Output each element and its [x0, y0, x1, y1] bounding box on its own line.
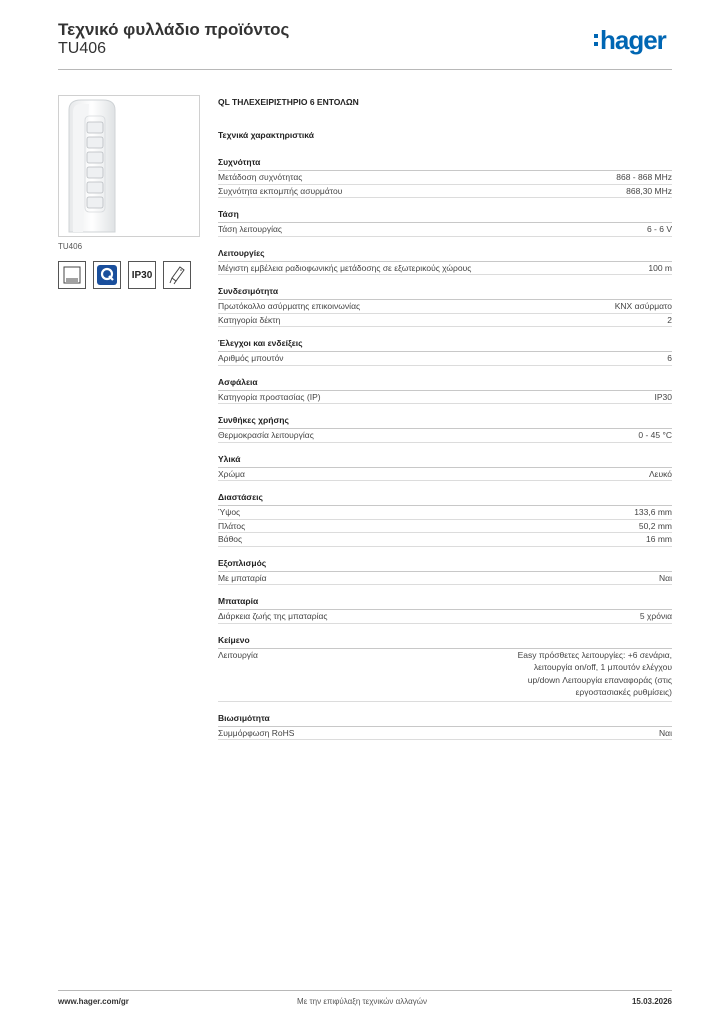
spec-value: 50,2 mm — [638, 520, 672, 531]
spec-value: 2 — [667, 314, 672, 325]
logo-dots-icon — [594, 26, 598, 46]
spec-value: 868,30 MHz — [626, 185, 672, 196]
spec-value: Ναι — [659, 572, 672, 583]
spec-group — [218, 208, 672, 237]
section-title: Τεχνικά χαρακτηριστικά — [218, 130, 314, 140]
spec-label: Θερμοκρασία λειτουργίας — [218, 430, 314, 440]
spec-group — [218, 414, 672, 443]
spec-group — [218, 634, 672, 702]
spec-group — [218, 491, 672, 547]
spec-label: Κατηγορία δέκτη — [218, 314, 281, 325]
spec-group — [218, 337, 672, 366]
spec-group — [218, 557, 672, 586]
spec-label: Βάθος — [218, 534, 243, 544]
spec-value: Ναι — [659, 727, 672, 738]
image-caption: TU406 — [58, 242, 83, 251]
spec-row — [218, 185, 672, 199]
spec-group — [218, 285, 672, 327]
spec-label: Ύψος — [218, 507, 241, 517]
spec-label: Συμμόρφωση RoHS — [218, 727, 295, 738]
spec-group-title: Κείμενο — [218, 634, 672, 649]
spec-row — [218, 223, 672, 237]
spec-row — [218, 506, 672, 520]
spec-value: Λευκό — [649, 468, 672, 479]
spec-label: Πρωτόκολλο ασύρματης επικοινωνίας — [218, 301, 361, 311]
spec-label: Διάρκεια ζωής της μπαταρίας — [218, 611, 328, 621]
spec-value: 868 - 868 MHz — [616, 172, 672, 182]
spec-value: Easy πρόσθετες λειτουργίες: +6 σενάρια, λειτουργία on/off, 1 μπουτόν ελέγχου up/down Λειτουργία επαναφοράς (στις εργοστασιακές ρυθμίσεις) — [517, 649, 672, 697]
spec-group — [218, 595, 672, 624]
spec-value: 6 — [667, 353, 672, 363]
product-name: QL ΤΗΛΕΧΕΙΡΙΣΤΗΡΙΟ 6 ΕΝΤΟΛΩΝ — [218, 97, 359, 107]
spec-row — [218, 468, 672, 482]
spec-row — [218, 300, 672, 314]
product-code: TU406 — [58, 40, 107, 57]
spec-group-title: Συνδεσιμότητα — [218, 285, 672, 300]
flush-mount-icon — [58, 261, 86, 289]
spec-group-title: Λειτουργίες — [218, 247, 672, 262]
remote-control-icon — [59, 96, 199, 236]
spec-row — [218, 391, 672, 405]
spec-value: 16 mm — [646, 534, 672, 544]
footer-website-link[interactable]: www.hager.com/gr — [58, 997, 129, 1006]
spec-row — [218, 171, 672, 185]
spec-row — [218, 533, 672, 547]
hand-remote-icon — [163, 261, 191, 289]
spec-label: Με μπαταρία — [218, 572, 267, 583]
spec-label: Τάση λειτουργίας — [218, 224, 283, 234]
spec-row — [218, 314, 672, 328]
spec-row — [218, 727, 672, 741]
spec-group-title: Συχνότητα — [218, 156, 672, 171]
spec-group-title: Μπαταρία — [218, 595, 672, 610]
footer-date: 15.03.2026 — [631, 997, 672, 1006]
spec-label: Λειτουργία — [218, 649, 258, 660]
spec-group-title: Βιωσιμότητα — [218, 712, 672, 727]
spec-label: Μέγιστη εμβέλεια ραδιοφωνικής μετάδοσης σε εξωτερικούς χώρους — [218, 262, 472, 273]
logo-text: hager — [600, 25, 666, 55]
footer-notice: Με την επιφύλαξη τεχνικών αλλαγών — [297, 997, 427, 1006]
spec-group-title: Συνθήκες χρήσης — [218, 414, 672, 429]
spec-row — [218, 572, 672, 586]
spec-group-title: Διαστάσεις — [218, 491, 672, 506]
footer-divider — [58, 990, 672, 991]
spec-row — [218, 610, 672, 624]
spec-group — [218, 712, 672, 741]
spec-value: 5 χρόνια — [639, 611, 672, 621]
spec-group — [218, 453, 672, 482]
spec-row — [218, 429, 672, 443]
spec-value: 0 - 45 °C — [638, 430, 672, 440]
spec-value: 100 m — [648, 262, 672, 273]
spec-label: Πλάτος — [218, 520, 246, 531]
spec-row — [218, 262, 672, 276]
spec-group-title: Έλεγχοι και ενδείξεις — [218, 337, 672, 352]
spec-table — [218, 156, 672, 750]
product-image — [58, 95, 200, 237]
spec-row — [218, 352, 672, 366]
spec-group-title: Ασφάλεια — [218, 376, 672, 391]
spec-row — [218, 520, 672, 534]
spec-group-title: Υλικά — [218, 453, 672, 468]
hager-logo[interactable] — [594, 26, 666, 56]
spec-label: Μετάδοση συχνότητας — [218, 172, 303, 182]
ip30-badge: IP30 — [128, 261, 156, 289]
spec-label: Αριθμός μπουτόν — [218, 353, 284, 363]
spec-value: KNX ασύρματο — [614, 301, 672, 311]
spec-value: IP30 — [654, 391, 672, 402]
spec-value: 133,6 mm — [634, 507, 672, 517]
quality-mark-icon — [93, 261, 121, 289]
spec-group — [218, 376, 672, 405]
spec-label: Συχνότητα εκπομπής ασυρμάτου — [218, 185, 343, 196]
header-divider — [58, 69, 672, 70]
spec-label: Κατηγορία προστασίας (IP) — [218, 391, 321, 402]
page-title: Τεχνικό φυλλάδιο προϊόντος — [58, 20, 290, 39]
feature-icons — [58, 261, 191, 289]
spec-row — [218, 649, 672, 702]
spec-group-title: Εξοπλισμός — [218, 557, 672, 572]
spec-value: 6 - 6 V — [646, 224, 672, 234]
spec-group-title: Τάση — [218, 208, 672, 223]
spec-group — [218, 247, 672, 276]
spec-group — [218, 156, 672, 198]
spec-label: Χρώμα — [218, 468, 245, 479]
